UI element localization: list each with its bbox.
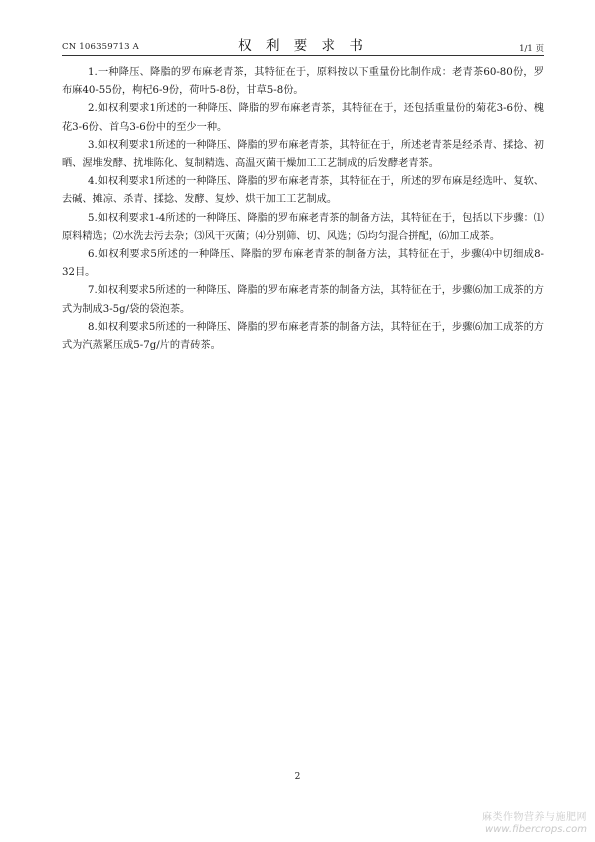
document-title: 权 利 要 求 书 bbox=[238, 38, 368, 54]
header-divider bbox=[62, 55, 544, 56]
claim-2: 2.如权利要求1所述的一种降压、降脂的罗布麻老青茶，其特征在于，还包括重量份的菊花3-6份、槐花3-6份、首乌3-6份中的至少一种。 bbox=[62, 103, 544, 133]
publication-number: CN 106359713 A bbox=[62, 42, 139, 52]
claim-6: 6.如权利要求5所述的一种降压、降脂的罗布麻老青茶的制备方法，其特征在于，步骤⑷中切细成8-32目。 bbox=[62, 249, 544, 279]
claims-list bbox=[62, 64, 544, 355]
claim-8: 8.如权利要求5所述的一种降压、降脂的罗布麻老青茶的制备方法，其特征在于，步骤⑹加工成茶的方式为汽蒸紧压成5-7g/片的青砖茶。 bbox=[62, 321, 544, 352]
claim-3: 3.如权利要求1所述的一种降压、降脂的罗布麻老青茶，其特征在于，所述老青茶是经杀青、揉捻、初晒、渥堆发酵、扰堆陈化、复制精选、高温灭菌干燥加工工艺制成的后发酵老青茶。 bbox=[62, 139, 544, 170]
claim-5: 5.如权利要求1-4所述的一种降压、降脂的罗布麻老青茶的制备方法，其特征在于，包括以下步骤：⑴原料精选；⑵水洗去污去杂；⑶风干灭菌；⑷分别筛、切、风选；⑸均匀混合拼配，⑹加工成茶。 bbox=[62, 212, 544, 242]
site-watermark bbox=[457, 812, 587, 836]
watermark-site-name: 麻类作物营养与施肥网 bbox=[482, 812, 587, 823]
claim-1: 1.一种降压、降脂的罗布麻老青茶，其特征在于，原料按以下重量份比制作成：老青茶60-80份，罗布麻40-55份，枸杞6-9份，荷叶5-8份，甘草5-8份。 bbox=[62, 67, 544, 97]
page-count: 1/1 页 bbox=[519, 44, 544, 54]
page-number: 2 bbox=[294, 772, 301, 782]
claim-7: 7.如权利要求5所述的一种降压、降脂的罗布麻老青茶的制备方法，其特征在于，步骤⑹加工成茶的方式为制成3-5g/袋的袋泡茶。 bbox=[62, 285, 544, 315]
watermark-url: www.fibercrops.com bbox=[485, 824, 587, 835]
claim-4: 4.如权利要求1所述的一种降压、降脂的罗布麻老青茶，其特征在于，所述的罗布麻是经选叶、复软、去碱、摊凉、杀青、揉捻、发酵、复炒、烘干加工工艺制成。 bbox=[62, 176, 544, 206]
document-header bbox=[62, 34, 544, 54]
